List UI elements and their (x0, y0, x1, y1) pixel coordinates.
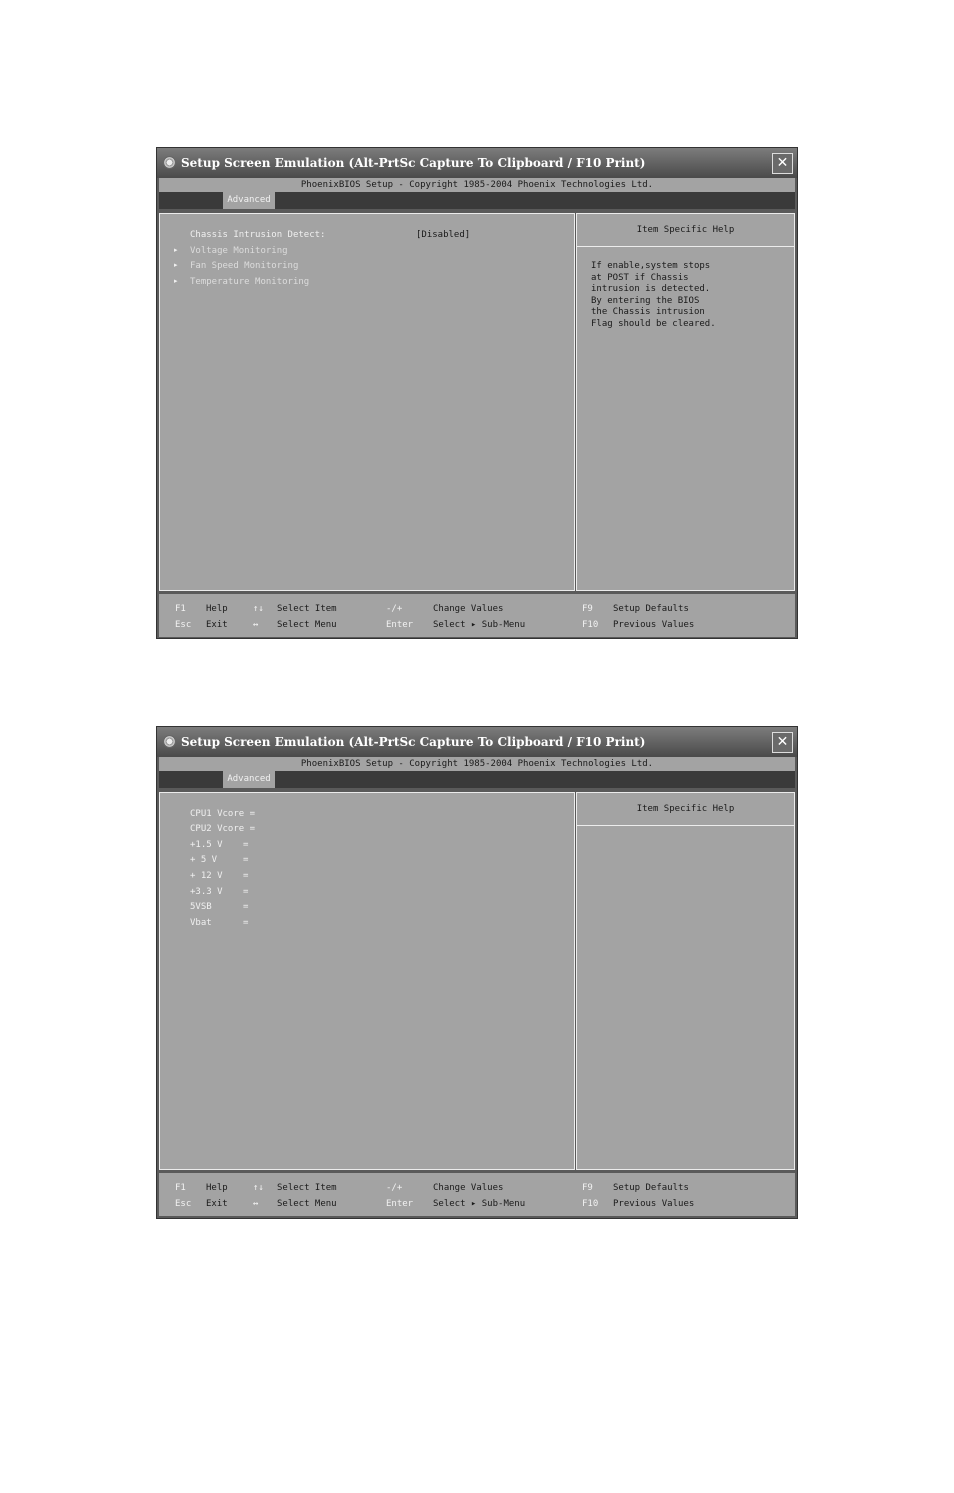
app-icon (163, 735, 176, 748)
help-pane (576, 792, 795, 1170)
reading-1v5: +1.5 V (190, 840, 223, 850)
key-f9-desc: Setup Defaults (613, 1183, 689, 1193)
submenu-label: Voltage Monitoring (190, 246, 288, 256)
submenu-arrow-icon: ▸ (174, 246, 178, 254)
reading-12v: + 12 V (190, 871, 223, 881)
chassis-intrusion-value[interactable]: [Disabled] (416, 230, 471, 240)
key-updown-desc: Select Item (277, 604, 337, 614)
key-leftright: ↔ (253, 620, 259, 630)
menu-bar (159, 192, 795, 209)
menu-bar (159, 771, 795, 788)
help-pane (576, 213, 795, 591)
window-title: Setup Screen Emulation (Alt-PrtSc Capture To Clipboard / F10 Print) (181, 735, 646, 749)
chassis-intrusion-label[interactable]: Chassis Intrusion Detect: (190, 230, 326, 240)
tab-advanced[interactable]: Advanced (223, 192, 275, 209)
copyright-bar: PhoenixBIOS Setup - Copyright 1985-2004 Phoenix Technologies Ltd. (159, 178, 795, 192)
app-icon (163, 156, 176, 169)
submenu-label: Temperature Monitoring (190, 277, 310, 287)
key-enter: Enter (386, 620, 414, 630)
bios-window-chassis (156, 147, 798, 639)
key-f10-desc: Previous Values (613, 620, 695, 630)
key-esc: Esc (175, 620, 192, 630)
submenu-fan-speed-monitoring[interactable] (174, 261, 299, 271)
key-esc-desc: Exit (206, 620, 228, 630)
tab-advanced[interactable]: Advanced (223, 771, 275, 788)
key-f1-desc: Help (206, 1183, 228, 1193)
help-line: If enable,system stops (591, 261, 711, 271)
reading-3v3: +3.3 V (190, 887, 223, 897)
voltage-pane (159, 792, 575, 1170)
close-button[interactable]: ✕ (772, 732, 793, 753)
submenu-arrow-icon: ▸ (174, 261, 178, 269)
reading-3v3-eq: = (243, 887, 249, 897)
help-title: Item Specific Help (577, 214, 794, 247)
title-bar (157, 148, 797, 178)
reading-cpu1-vcore: CPU1 Vcore = (190, 809, 256, 819)
key-updown: ↑↓ (253, 604, 264, 614)
reading-5vsb-eq: = (243, 902, 249, 912)
help-line: the Chassis intrusion (591, 307, 705, 318)
key-f9-desc: Setup Defaults (613, 604, 689, 614)
key-enter: Enter (386, 1199, 414, 1209)
reading-cpu2-vcore: CPU2 Vcore = (190, 824, 256, 834)
title-bar (157, 727, 797, 757)
help-line: Flag should be cleared. (591, 318, 716, 329)
help-text (591, 261, 786, 331)
key-f1-desc: Help (206, 604, 228, 614)
submenu-voltage-monitoring[interactable] (174, 246, 288, 256)
key-enter-desc: Select ▸ Sub-Menu (433, 1199, 526, 1209)
key-f1: F1 (175, 1183, 186, 1193)
key-f10-desc: Previous Values (613, 1199, 695, 1209)
key-legend (159, 1173, 795, 1216)
key-plusminus: -/+ (386, 1183, 403, 1193)
key-legend (159, 594, 795, 637)
key-f10: F10 (582, 620, 599, 630)
key-esc: Esc (175, 1199, 192, 1209)
close-button[interactable]: ✕ (772, 153, 793, 174)
copyright-bar: PhoenixBIOS Setup - Copyright 1985-2004 Phoenix Technologies Ltd. (159, 757, 795, 771)
settings-pane (159, 213, 575, 591)
key-leftright-desc: Select Menu (277, 620, 337, 630)
reading-vbat-eq: = (243, 918, 249, 928)
key-updown: ↑↓ (253, 1183, 264, 1193)
reading-5v: + 5 V (190, 855, 218, 865)
key-f1: F1 (175, 604, 186, 614)
key-leftright-desc: Select Menu (277, 1199, 337, 1209)
help-line: By entering the BIOS (591, 295, 700, 306)
key-updown-desc: Select Item (277, 1183, 337, 1193)
submenu-temperature-monitoring[interactable] (174, 277, 310, 287)
key-leftright: ↔ (253, 1199, 259, 1209)
window-title: Setup Screen Emulation (Alt-PrtSc Capture To Clipboard / F10 Print) (181, 156, 646, 170)
help-line: at POST if Chassis (591, 272, 689, 283)
submenu-arrow-icon: ▸ (174, 277, 178, 285)
key-enter-desc: Select ▸ Sub-Menu (433, 620, 526, 630)
key-plusminus-desc: Change Values (433, 604, 504, 614)
bios-window-voltage (156, 726, 798, 1219)
key-plusminus: -/+ (386, 604, 403, 614)
key-esc-desc: Exit (206, 1199, 228, 1209)
help-title: Item Specific Help (577, 793, 794, 826)
submenu-label: Fan Speed Monitoring (190, 261, 299, 271)
reading-1v5-eq: = (243, 840, 249, 850)
key-f10: F10 (582, 1199, 599, 1209)
help-line: intrusion is detected. (591, 284, 711, 295)
key-f9: F9 (582, 604, 593, 614)
reading-5vsb: 5VSB (190, 902, 212, 912)
key-f9: F9 (582, 1183, 593, 1193)
reading-12v-eq: = (243, 871, 249, 881)
reading-vbat: Vbat (190, 918, 212, 928)
reading-5v-eq: = (243, 855, 249, 865)
key-plusminus-desc: Change Values (433, 1183, 504, 1193)
